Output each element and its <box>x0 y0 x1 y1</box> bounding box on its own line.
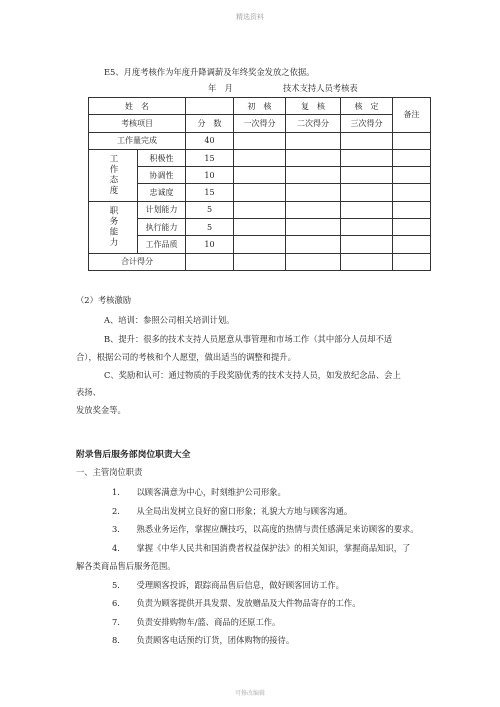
total-cell: 合计得分 <box>89 253 186 270</box>
col-header-cell: 复 核 <box>286 98 341 115</box>
table-row <box>89 201 431 218</box>
item-cell: 执行能力 <box>138 219 186 236</box>
incentive-item-c: C、奖励和认可：通过物质的手段奖励优秀的技术支持人员，如发放纪念品、会上 <box>104 370 401 380</box>
col-header-cell: 一次得分 <box>234 115 286 132</box>
item-cell: 工作量完成 <box>89 132 186 149</box>
page-header: 精选资料 <box>236 13 264 21</box>
table-date-label: 年 月 <box>208 83 233 93</box>
score-cell: 10 <box>186 167 234 184</box>
incentive-heading: （2）考核激励 <box>76 295 132 305</box>
table-row <box>89 167 431 184</box>
list-item: 5. 受理顾客投诉，跟踪商品售后信息，做好顾客回访工作。 <box>112 580 344 590</box>
section-heading: 一、主管岗位职责 <box>76 467 143 477</box>
col-header-cell: 核 定 <box>341 98 393 115</box>
list-item: 4. 掌握《中华人民共和国消费者权益保护法》的相关知识，掌握商品知识，了 <box>112 543 411 553</box>
list-item: 7. 负责安排购物车/篮、商品的还原工作。 <box>112 617 281 627</box>
item-cell: 工作品质 <box>138 236 186 253</box>
incentive-item-a: A、培训：参照公司相关培训计划。 <box>104 315 235 325</box>
score-header-cell: 分 数 <box>186 115 234 132</box>
item-cell: 积极性 <box>138 149 186 166</box>
table-row <box>89 236 431 253</box>
name-header-cell: 姓 名 <box>89 98 186 115</box>
list-item-cont: 解各类商品售后服务范围。 <box>76 561 176 571</box>
list-item: 8. 负责顾客电话预约订货，团体购物的接待。 <box>112 635 295 645</box>
table-row <box>89 115 431 132</box>
incentive-item-c-cont: 表扬、 <box>76 387 101 397</box>
intro-paragraph: E5、月度考核作为年度升降调薪及年终奖金发放之依据。 <box>104 67 315 77</box>
name-value-cell <box>186 98 234 115</box>
list-item: 2. 从全局出发树立良好的窗口形象；礼貌大方地与顾客沟通。 <box>112 506 353 516</box>
table-row <box>89 149 431 166</box>
list-item: 3. 熟悉业务运作，掌握应酬技巧，以高度的热情与责任感满足来访顾客的要求。 <box>112 524 419 534</box>
score-cell: 10 <box>186 236 234 253</box>
item-cell: 忠诚度 <box>138 184 186 201</box>
incentive-item-b: B、提升：很多的技术支持人员愿意从事管理和市场工作（其中部分人员却不适 <box>104 334 393 344</box>
group-cell-ability: 职务能力 <box>89 201 138 253</box>
score-cell: 15 <box>186 149 234 166</box>
table-row <box>89 253 431 270</box>
page-footer: 可修改编辑 <box>234 690 265 697</box>
table-row <box>89 98 431 115</box>
table-row <box>89 132 431 149</box>
item-header-cell: 考核项目 <box>89 115 186 132</box>
incentive-item-c-cont: 发放奖金等。 <box>76 405 126 415</box>
list-item: 6. 负责为顾客提供开具发票、发放赠品及大件物品寄存的工作。 <box>112 598 361 608</box>
remark-header-cell: 备注 <box>393 98 431 133</box>
score-cell: 5 <box>186 201 234 218</box>
score-cell: 5 <box>186 219 234 236</box>
list-item: 1. 以顾客满意为中心，时刻维护公司形象。 <box>112 487 286 497</box>
item-cell: 计划能力 <box>138 201 186 218</box>
col-header-cell: 三次得分 <box>341 115 393 132</box>
table-row <box>89 184 431 201</box>
col-header-cell: 二次得分 <box>286 115 341 132</box>
item-cell: 协调性 <box>138 167 186 184</box>
table-row <box>89 219 431 236</box>
col-header-cell: 初 核 <box>234 98 286 115</box>
group-cell-attitude: 工作态度 <box>89 149 138 201</box>
appendix-title: 附录售后服务部岗位职责大全 <box>76 450 191 460</box>
assessment-table <box>88 97 431 271</box>
incentive-item-b-cont: 合），根据公司的考核和个人愿望，做出适当的调整和提升。 <box>76 352 296 362</box>
table-title: 技术支持人员考核表 <box>283 83 358 93</box>
score-cell: 40 <box>186 132 234 149</box>
score-cell: 15 <box>186 184 234 201</box>
